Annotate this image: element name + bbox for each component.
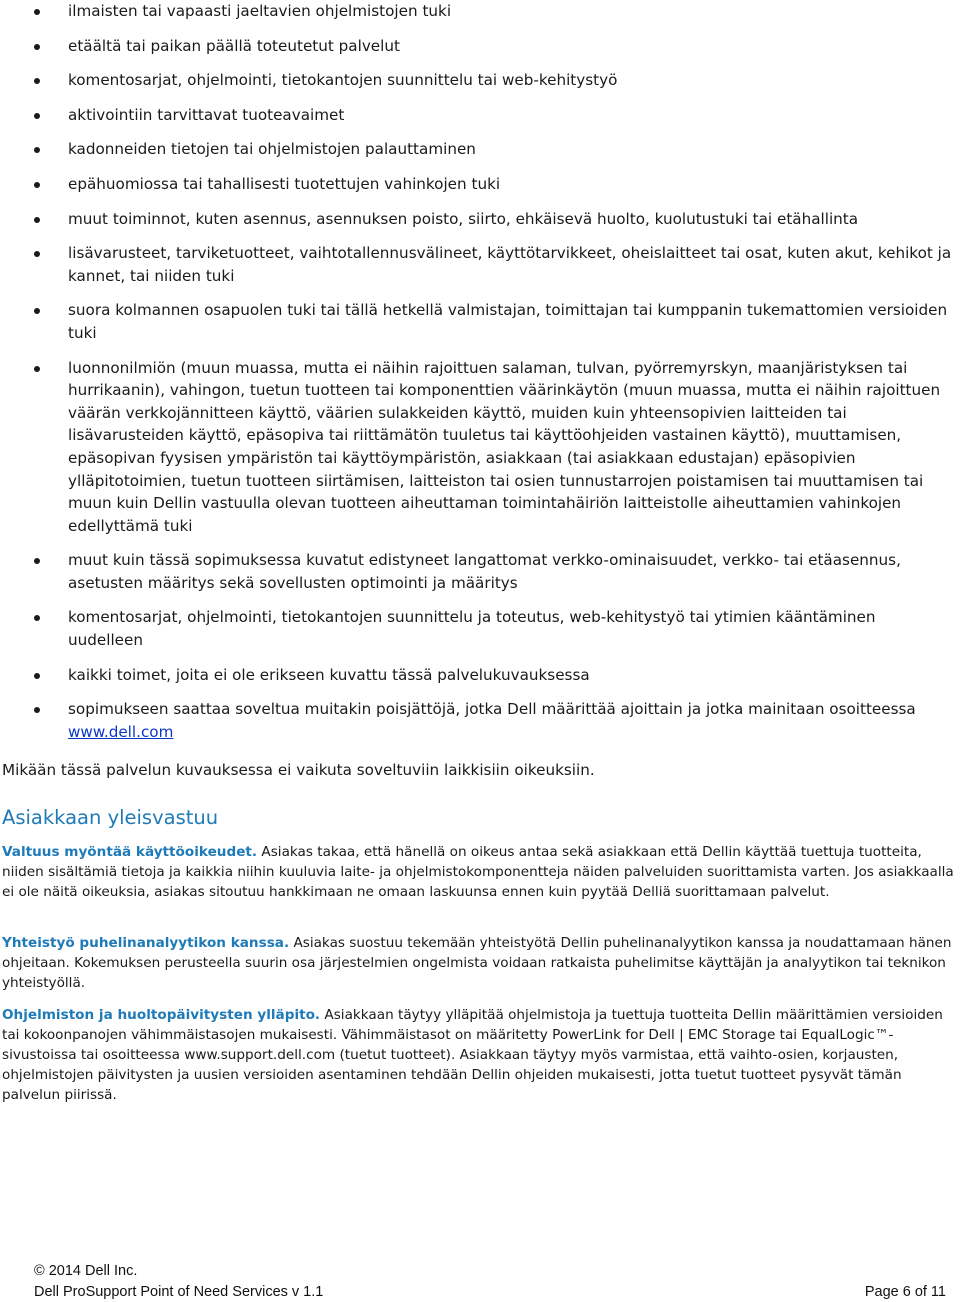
list-item: muut kuin tässä sopimuksessa kuvatut edistyneet langattomat verkko-ominaisuudet, verkko- tai etäasennus, asetusten määritys sekä sovellusten optimointi ja määritys bbox=[0, 549, 960, 594]
list-item: komentosarjat, ohjelmointi, tietokantojen suunnittelu ja toteutus, web-kehitystyö tai ytimien kääntäminen uudelleen bbox=[0, 606, 960, 651]
list-item: kadonneiden tietojen tai ohjelmistojen palauttaminen bbox=[0, 138, 960, 161]
list-item-last bbox=[0, 698, 960, 743]
list-item: kaikki toimet, joita ei ole erikseen kuvattu tässä palvelukuvauksessa bbox=[0, 664, 960, 687]
paragraph-text: Asiakas takaa, että hänellä on oikeus antaa sekä asiakkaan että Dellin käyttää tuettuja tuotteita, niiden sisältämiä tietoja ja kaikkia niihin kuuluvia laite- ja ohjelmistokomponentteja näiden palveluiden suorittamista varten. Jos asiakkaalla ei ole näitä oikeuksia, asiakas sitoutuu hankkimaan ne omaan laskuunsa ennen kuin pyytää Delliä suorittamaan palvelut. bbox=[2, 844, 954, 901]
list-item: aktivointiin tarvittavat tuoteavaimet bbox=[0, 104, 960, 127]
footer-copyright: © 2014 Dell Inc. bbox=[34, 1263, 138, 1279]
paragraph-text: Asiakkaan täytyy ylläpitää ohjelmistoja ja tuettuja tuotteita Dellin määrittämien versioiden tai kokoonpanojen vähimmäistasojen mukaisesti. Vähimmäistasot on määritetty PowerLink for Dell | EMC Storage tai EqualLogic™-sivustoissa tai osoitteessa www.support.dell.com (tuetut tuotteet). Asiakkaan täytyy myös varmistaa, että vaihto-osien, korjausten, ohjelmistojen päivitysten ja uusien versioiden asentaminen tehdään Dellin ohjeiden mukaisesti, jotta tuetut tuotteet pysyvät tämän palvelun piirissä. bbox=[2, 1007, 943, 1104]
dell-website-link[interactable]: www.dell.com bbox=[68, 722, 174, 741]
page-number: Page 6 of 11 bbox=[864, 1284, 946, 1300]
list-item: epähuomiossa tai tahallisesti tuotettujen vahinkojen tuki bbox=[0, 173, 960, 196]
paragraph-lead: Valtuus myöntää käyttöoikeudet. bbox=[2, 844, 258, 860]
list-item: muut toiminnot, kuten asennus, asennuksen poisto, siirto, ehkäisevä huolto, kuolutustuki tai etähallinta bbox=[0, 208, 960, 231]
list-item-text: sopimukseen saattaa soveltua muitakin poisjättöjä, jotka Dell määrittää ajoittain ja jotka mainitaan osoitteessa bbox=[68, 700, 916, 719]
section-heading: Asiakkaan yleisvastuu bbox=[2, 806, 219, 829]
list-item: luonnonilmiön (muun muassa, mutta ei näihin rajoittuen salaman, tulvan, pyörremyrskyn, maanjäristyksen tai hurrikaanin), vahingon, tuetun tuotteen tai komponenttien väärinkäytön (muun muassa, mutta ei näihin rajoittuen väärän verkkojännitteen käyttö, väärien sulakkeiden käyttö, muiden kuin yhteensopivien laitteiden tai lisävarusteiden käyttö, epäsopiva tai riittämätön tuuletus tai käyttöohjeiden vastainen käyttö), muuttamisen, epäsopivan fyysisen ympäristön tai käyttöympäristön, asiakkaan (tai asiakkaan edustajan) epäsopivien ylläpitotoimien, tuetun tuotteen siirtämisen, laitteiston tai osien tunnustarrojen poistamisen tai muuttamisen tai muun kuin Dellin vastuulla olevan tuotteen aiheuttaman toimintahäiriön laitteistolle aiheuttamien vahinkojen edellyttämä tuki bbox=[0, 357, 960, 538]
footer-doc-title: Dell ProSupport Point of Need Services v 1.1 bbox=[34, 1284, 324, 1300]
paragraph-text: Asiakas suostuu tekemään yhteistyötä Dellin puhelinanalyytikon kanssa ja noudattamaan hänen ohjeitaan. Kokemuksen perusteella suurin osa järjestelmien ongelmista voidaan ratkaista puhelimitse käyttäjän ja analyytikon tai teknikon yhteistyöllä. bbox=[2, 935, 952, 992]
list-item: ilmaisten tai vapaasti jaeltavien ohjelmistojen tuki bbox=[0, 0, 960, 23]
paragraph-lead: Ohjelmiston ja huoltopäivitysten ylläpito. bbox=[2, 1007, 321, 1023]
legal-rights-note: Mikään tässä palvelun kuvauksessa ei vaikuta soveltuviin laikkisiin oikeuksiin. bbox=[2, 761, 595, 779]
paragraph-cooperation bbox=[2, 933, 958, 993]
paragraph-lead: Yhteistyö puhelinanalyytikon kanssa. bbox=[2, 935, 290, 951]
list-item: komentosarjat, ohjelmointi, tietokantojen suunnittelu tai web-kehitystyö bbox=[0, 69, 960, 92]
list-item: suora kolmannen osapuolen tuki tai tällä hetkellä valmistajan, toimittajan tai kumppanin tukemattomien versioiden tuki bbox=[0, 299, 960, 344]
list-item: lisävarusteet, tarviketuotteet, vaihtotallennusvälineet, käyttötarvikkeet, oheislaitteet tai osat, kuten akut, kehikot ja kannet, tai niiden tuki bbox=[0, 242, 960, 287]
paragraph-maintenance bbox=[2, 1005, 958, 1105]
list-item: etäältä tai paikan päällä toteutetut palvelut bbox=[0, 35, 960, 58]
footer-line bbox=[34, 1283, 946, 1301]
paragraph-authorization bbox=[2, 842, 958, 902]
